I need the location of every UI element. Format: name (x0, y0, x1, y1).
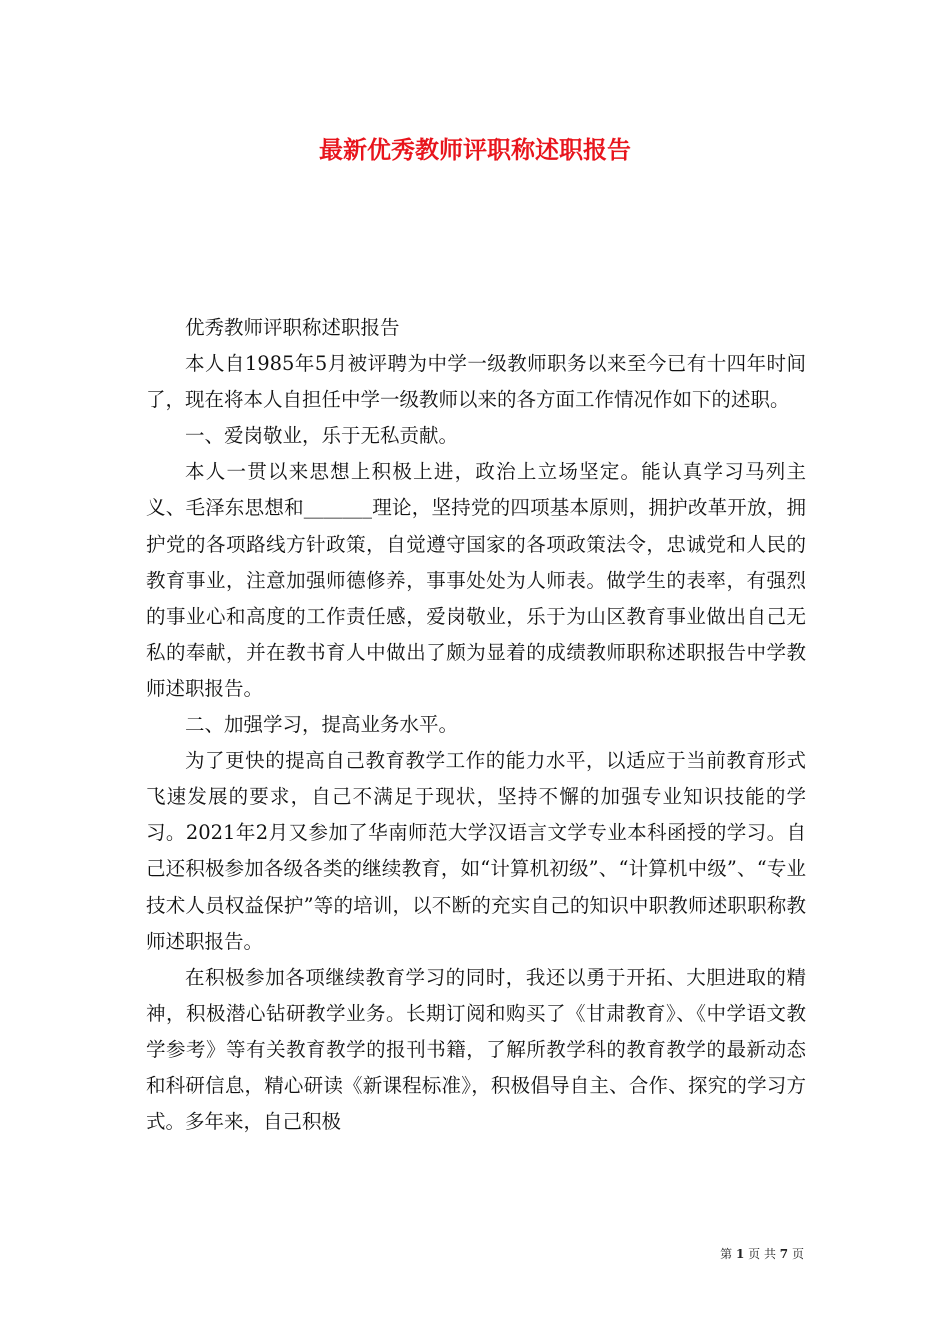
page-footer (720, 1246, 804, 1262)
paragraph-section-2a: 为了更快的提高自己教育教学工作的能力水平，以适应于当前教育形式飞速发展的要求，自己不满足于现状，坚持不懈的加强专业知识技能的学习。2021年2月又参加了华南师范大学汉语言文学专业本科函授的学习。自己还积极参加各级各类的继续教育，如“计算机初级”、“计算机中级”、“专业技术人员权益保护”等的培训，以不断的充实自己的知识中职教师述职职称教师述职报告。 (146, 749, 806, 953)
document-body (146, 310, 806, 1140)
document-title: 最新优秀教师评职称述职报告 (319, 135, 631, 164)
footer-suffix: 页 (791, 1247, 804, 1261)
footer-total-pages: 7 (779, 1247, 789, 1261)
footer-current-page: 1 (735, 1247, 745, 1261)
footer-middle: 页 共 (748, 1247, 776, 1261)
paragraph-section-1: 本人一贯以来思想上积极上进，政治上立场坚定。能认真学习马列主义、毛泽东思想和_______理论，坚持党的四项基本原则，拥护改革开放，拥护党的各项路线方针政策，自觉遵守国家的各项政策法令，忠诚党和人民的教育事业，注意加强师德修养，事事处处为人师表。做学生的表率，有强烈的事业心和高度的工作责任感，爱岗敬业，乐于为山区教育事业做出自己无私的奉献，并在教书育人中做出了颇为显着的成绩教师职称述职报告中学教师述职报告。 (146, 460, 806, 700)
paragraph-subtitle: 优秀教师评职称述职报告 (185, 316, 400, 339)
paragraph-section-2b: 在积极参加各项继续教育学习的同时，我还以勇于开拓、大胆进取的精神，积极潜心钻研教学业务。长期订阅和购买了《甘肃教育》、《中学语文教学参考》等有关教育教学的报刊书籍，了解所教学科的教育教学的最新动态和科研信息，精心研读《新课程标准》，积极倡导自主、合作、探究的学习方式。多年来，自己积极 (146, 965, 806, 1134)
footer-prefix: 第 (720, 1247, 733, 1261)
section-heading-1: 一、爱岗敬业，乐于无私贡献。 (185, 424, 459, 448)
section-heading-2: 二、加强学习，提高业务水平。 (185, 713, 459, 737)
paragraph-intro: 本人自1985年5月被评聘为中学一级教师职务以来至今已有十四年时间了，现在将本人自担任中学一级教师以来的各方面工作情况作如下的述职。 (146, 352, 806, 412)
